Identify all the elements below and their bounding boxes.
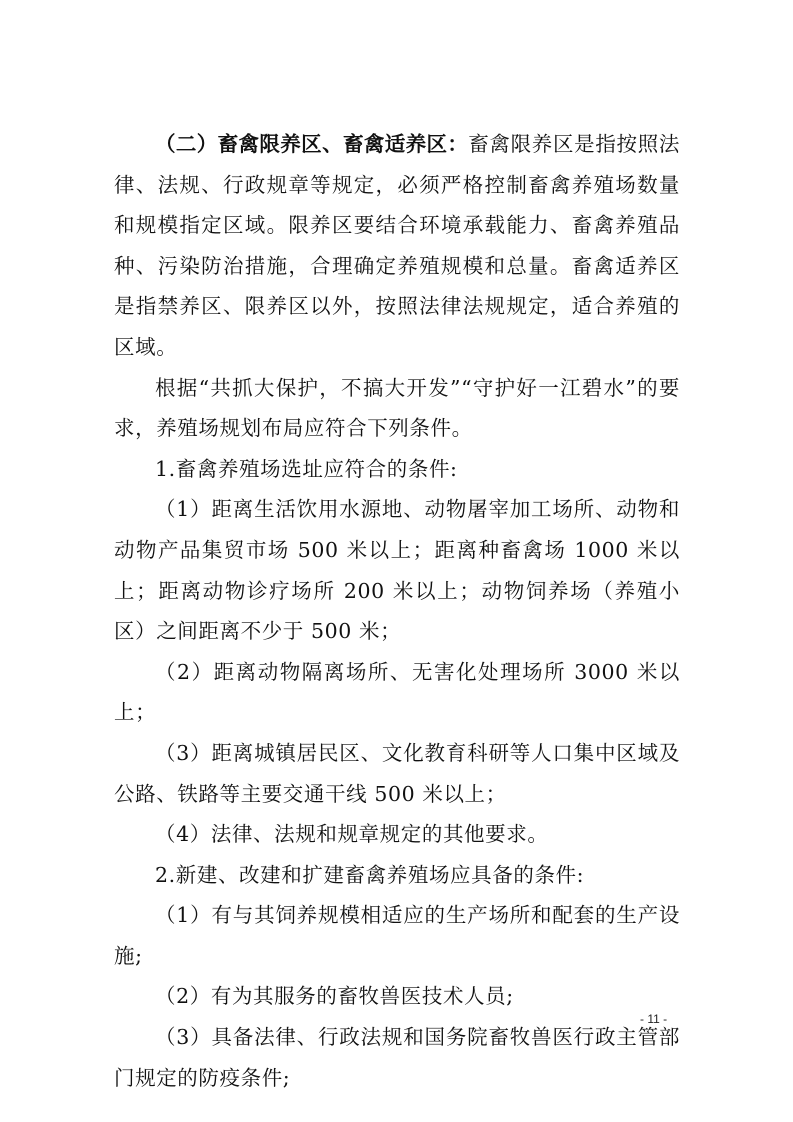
list-item: （1）距离生活饮用水源地、动物屠宰加工场所、动物和动物产品集贸市场 500 米以上；距离种畜禽场 1000 米以上；距离动物诊疗场所 200 米以上；动物饲养场（养殖小区）之间距离不少于 500 米；: [114, 497, 680, 644]
page-number: - 11 -: [640, 1012, 668, 1026]
section-heading: （二）畜禽限养区、畜禽适养区：: [155, 132, 469, 156]
paragraph-text: 畜禽限养区是指按照法律、法规、行政规章等规定，必须严格控制畜禽养殖场数量和规模指定区域。限养区要结合环境承载能力、畜禽养殖品种、污染防治措施，合理确定养殖规模和总量。畜禽适养区是指禁养区、限养区以外，按照法律法规规定，适合养殖的区域。: [114, 132, 680, 359]
paragraph-zones: [114, 124, 680, 368]
body-text: [114, 124, 680, 1098]
list-item: （3）距离城镇居民区、文化教育科研等人口集中区域及公路、铁路等主要交通干线 500 米以上；: [114, 740, 680, 806]
list-item: （2）有为其服务的畜牧兽医技术人员;: [155, 984, 514, 1009]
list-heading-site-selection: 1.畜禽养殖场选址应符合的条件:: [155, 456, 458, 481]
list-item: （1）有与其饲养规模相适应的生产场所和配套的生产设施;: [114, 903, 680, 968]
list-item: （3）具备法律、行政法规和国务院畜牧兽医行政主管部门规定的防疫条件;: [114, 1025, 680, 1090]
list-heading-construction: 2.新建、改建和扩建畜禽养殖场应具备的条件:: [155, 862, 585, 887]
list-item: （2）距离动物隔离场所、无害化处理场所 3000 米以上；: [114, 659, 680, 725]
paragraph-requirements: 根据“共抓大保护，不搞大开发”“守护好一江碧水”的要求，养殖场规划布局应符合下列条件。: [114, 375, 680, 441]
list-item: （4）法律、法规和规章规定的其他要求。: [155, 822, 549, 847]
